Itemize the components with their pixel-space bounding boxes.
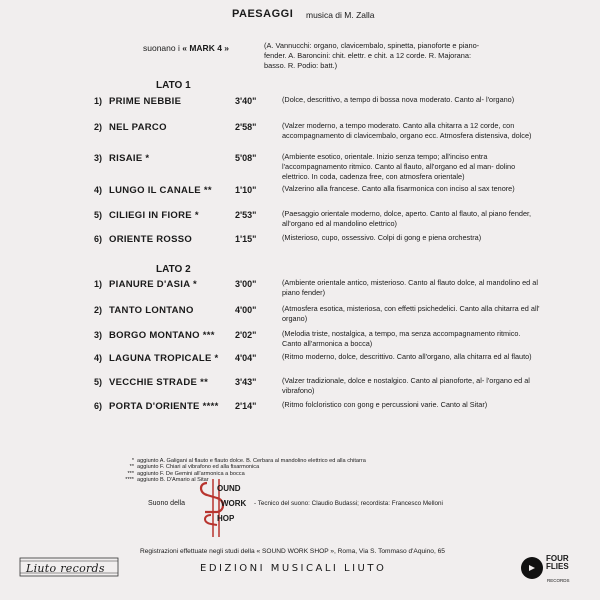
musicians-list (264, 41, 526, 71)
track-row (88, 153, 538, 183)
svg-text:OUND: OUND (217, 484, 241, 493)
track-title: BORGO MONTANO *** (109, 330, 215, 341)
sound-technician: - Tecnico del suono: Claudio Budassi; recordista: Francesco Melloni (254, 500, 443, 507)
credit-mark: ** (129, 464, 134, 471)
credit-text: aggiunto A. Galigani al flauto e flauto dolce. B. Cerbara al mandolino elettrico ed alla chitarra (137, 458, 366, 464)
four-flies-records: RECORDS (547, 578, 570, 583)
performers-intro: suonano i (143, 43, 180, 53)
band-name: « MARK 4 » (182, 43, 230, 53)
album-title: PAESAGGI (232, 8, 294, 20)
track-duration: 4'04" (235, 353, 257, 363)
svg-text:HOP: HOP (217, 514, 235, 523)
svg-text:WORK: WORK (221, 499, 247, 508)
track-title: LAGUNA TROPICALE * (109, 353, 219, 364)
track-number: 2) (93, 122, 102, 132)
credit-mark: **** (125, 477, 134, 484)
credit-mark: * (131, 458, 134, 464)
track-title: PIANURE D'ASIA * (109, 279, 197, 290)
credit-mark: *** (127, 470, 134, 477)
track-duration: 2'14" (235, 401, 257, 411)
credit-text: aggiunto F. Chiari al vibrafono ed alla fisarmonica (137, 464, 260, 471)
track-title: RISAIE * (109, 153, 150, 164)
musicians-line: basso. R. Podio: batt.) (264, 61, 338, 70)
track-description: (Valzer tradizionale, dolce e nostalgico. Canto al pianoforte, al- l'organo ed al vibrafono) (282, 376, 530, 395)
track-duration: 2'53" (235, 210, 257, 220)
musicians-line: fender. A. Baroncini: chit. elettr. e chit. a 12 corde. R. Majorana: (264, 51, 472, 60)
four-flies-word: FOUR (546, 554, 569, 563)
track-description: (Atmosfera esotica, misteriosa, con effetti psichedelici. Canto alla chitarra ed all' organo) (282, 304, 540, 323)
track-title: TANTO LONTANO (109, 305, 194, 316)
liuto-records-logo-text: Liuto records (26, 562, 105, 575)
track-number: 3) (93, 330, 102, 340)
fly-icon (521, 557, 543, 579)
track-description: (Dolce, descrittivo, a tempo di bossa nova moderato. Canto al- l'organo) (282, 95, 515, 104)
track-description: (Valzerino alla francese. Canto alla fisarmonica con inciso al sax tenore) (282, 184, 515, 193)
track-number: 1) (93, 96, 102, 106)
recording-studio-note: Registrazioni effettuate negli studi della « SOUND WORK SHOP », Roma, Via S. Tommaso d'Aquino, 65 (140, 548, 445, 555)
track-description: (Ritmo moderno, dolce, descrittivo. Canto all'organo, alla chitarra ed al flauto) (282, 352, 532, 361)
track-description: (Melodia triste, nostalgica, a tempo, ma senza accompagnamento ritmico. Canto all'armonica a bocca) (282, 329, 521, 348)
composer-credit: musica di M. Zalla (306, 10, 375, 20)
track-number: 6) (93, 234, 102, 244)
track-number: 5) (93, 377, 102, 387)
track-number: 3) (93, 153, 102, 163)
track-title: LUNGO IL CANALE ** (109, 185, 212, 196)
sound-label: Suono della (148, 500, 185, 507)
four-flies-logo-text (546, 555, 569, 571)
track-row (88, 401, 538, 431)
track-title: PORTA D'ORIENTE **** (109, 401, 219, 412)
track-row (88, 122, 538, 152)
track-title: ORIENTE ROSSO (109, 234, 193, 245)
credit-text: aggiunto F. De Gemini all'armonica a bocca (137, 470, 245, 477)
track-description: (Paesaggio orientale moderno, dolce, aperto. Canto al flauto, al piano fender, all'organo ed al mandolino elettrico) (282, 209, 532, 228)
track-duration: 3'00" (235, 279, 257, 289)
track-duration: 2'58" (235, 122, 257, 132)
track-title: VECCHIE STRADE ** (109, 377, 209, 388)
track-description: (Valzer moderno, a tempo moderato. Canto alla chitarra a 12 corde, con accompagnamento di clavicembalo, organo ecc. Atmosfera distensiva, dolce) (282, 121, 532, 140)
side-1-label: LATO 1 (156, 80, 191, 91)
track-description: (Ritmo folcloristico con gong e percussioni varie. Canto al Sitar) (282, 400, 488, 409)
track-duration: 2'02" (235, 330, 257, 340)
performers-label (143, 43, 229, 53)
track-number: 5) (93, 210, 102, 220)
track-description: (Misterioso, cupo, ossessivo. Colpi di gong e piena orchestra) (282, 233, 482, 242)
track-duration: 3'43" (235, 377, 257, 387)
track-number: 4) (93, 353, 102, 363)
track-duration: 1'10" (235, 185, 257, 195)
track-title: NEL PARCO (109, 122, 167, 133)
four-flies-logo-icon (521, 557, 543, 579)
musicians-line: (A. Vannucchi: organo, clavicembalo, spinetta, pianoforte e piano- (264, 41, 480, 50)
track-description: (Ambiente orientale antico, misterioso. Canto al flauto dolce, al mandolino ed al piano fender) (282, 278, 538, 297)
track-duration: 5'08" (235, 153, 257, 163)
credit-text: aggiunto B. D'Amario al Sitar (137, 477, 209, 484)
publisher-name: EDIZIONI MUSICALI LIUTO (200, 563, 387, 574)
sound-work-shop-logo (195, 479, 261, 537)
track-number: 6) (93, 401, 102, 411)
four-flies-word: FLIES (546, 562, 569, 571)
track-row (88, 234, 538, 264)
track-number: 1) (93, 279, 102, 289)
track-duration: 4'00" (235, 305, 257, 315)
track-title: PRIME NEBBIE (109, 96, 182, 107)
track-description: (Ambiente esotico, orientale. Inizio senza tempo; all'inciso entra l'accompagnamento ritmico. Canto al flauto, all'organo ed al man- dolino elettrico. In coda, cadenza free, con atmosfera orientale) (282, 152, 516, 181)
track-number: 4) (93, 185, 102, 195)
track-title: CILIEGI IN FIORE * (109, 210, 199, 221)
track-duration: 1'15" (235, 234, 257, 244)
side-2-label: LATO 2 (156, 264, 191, 275)
track-duration: 3'40" (235, 96, 257, 106)
track-number: 2) (93, 305, 102, 315)
